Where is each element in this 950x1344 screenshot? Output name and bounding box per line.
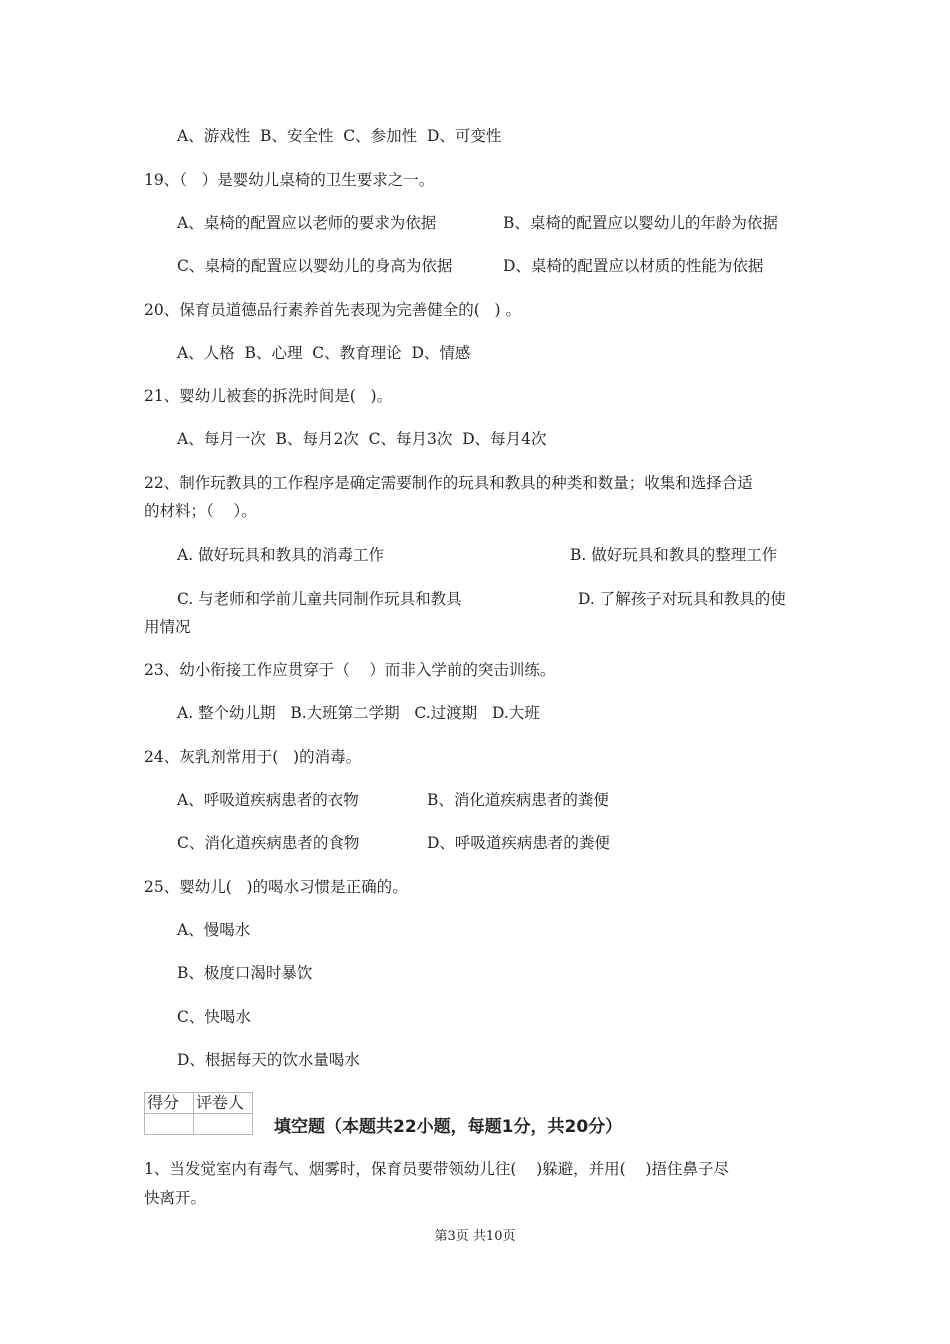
question-19-stem: 19、（ ）是婴幼儿桌椅的卫生要求之一。: [144, 171, 435, 189]
score-cell: [145, 1114, 194, 1135]
question-24-option-a: A、呼吸道疾病患者的衣物: [177, 791, 359, 809]
question-24-option-c: C、消化道疾病患者的食物: [177, 834, 360, 852]
question-21-options: A、每月一次 B、每月2次 C、每月3次 D、每月4次: [177, 430, 547, 448]
question-22-option-c: C. 与老师和学前儿童共同制作玩具和教具: [177, 590, 462, 608]
question-19-option-b: B、桌椅的配置应以婴幼儿的年龄为依据: [503, 214, 778, 232]
question-24-option-d: D、呼吸道疾病患者的粪便: [427, 834, 610, 852]
question-24-option-b: B、消化道疾病患者的粪便: [427, 791, 609, 809]
question-23-options: A. 整个幼儿期 B.大班第二学期 C.过渡期 D.大班: [177, 704, 540, 722]
question-20-stem: 20、保育员道德品行素养首先表现为完善健全的( ) 。: [144, 301, 522, 319]
question-19-option-d: D、桌椅的配置应以材质的性能为依据: [503, 257, 764, 275]
question-19-option-a: A、桌椅的配置应以老师的要求为依据: [177, 214, 437, 232]
question-22-option-a: A. 做好玩具和教具的消毒工作: [177, 546, 385, 564]
section-title: 填空题（本题共22小题，每题1分，共20分）: [274, 1117, 623, 1137]
reviewer-cell: [194, 1114, 253, 1135]
question-22-option-d-cont: 用情况: [144, 618, 191, 636]
fill-question-1-line2: 快离开。: [144, 1189, 207, 1207]
question-25-option-d: D、根据每天的饮水量喝水: [177, 1051, 360, 1069]
page-footer: 第3页 共10页: [434, 1229, 516, 1244]
reviewer-label: 评卷人: [194, 1093, 253, 1114]
fill-question-1-line1: 1、当发觉室内有毒气、烟雾时，保育员要带领幼儿往( )躲避，并用( )捂住鼻子尽: [144, 1160, 729, 1178]
question-23-stem: 23、幼小衔接工作应贯穿于（ ）而非入学前的突击训练。: [144, 661, 556, 679]
question-20-options: A、人格 B、心理 C、教育理论 D、情感: [177, 344, 471, 362]
question-18-options: A、游戏性 B、安全性 C、参加性 D、可变性: [177, 127, 502, 145]
question-22-stem-line1: 22、制作玩教具的工作程序是确定需要制作的玩具和教具的种类和数量；收集和选择合适: [144, 474, 753, 492]
question-25-stem: 25、婴幼儿( )的喝水习惯是正确的。: [144, 878, 408, 896]
question-24-stem: 24、灰乳剂常用于( )的消毒。: [144, 748, 362, 766]
score-table: [144, 1092, 253, 1135]
question-22-option-b: B. 做好玩具和教具的整理工作: [570, 546, 778, 564]
question-21-stem: 21、婴幼儿被套的拆洗时间是( )。: [144, 387, 393, 405]
score-label: 得分: [145, 1093, 194, 1114]
question-25-option-c: C、快喝水: [177, 1008, 251, 1026]
question-22-option-d: D. 了解孩子对玩具和教具的使: [578, 590, 786, 608]
question-25-option-a: A、慢喝水: [177, 921, 251, 939]
question-25-option-b: B、极度口渴时暴饮: [177, 964, 313, 982]
question-22-stem-line2: 的材料；（ ）。: [144, 502, 257, 520]
question-19-option-c: C、桌椅的配置应以婴幼儿的身高为依据: [177, 257, 453, 275]
